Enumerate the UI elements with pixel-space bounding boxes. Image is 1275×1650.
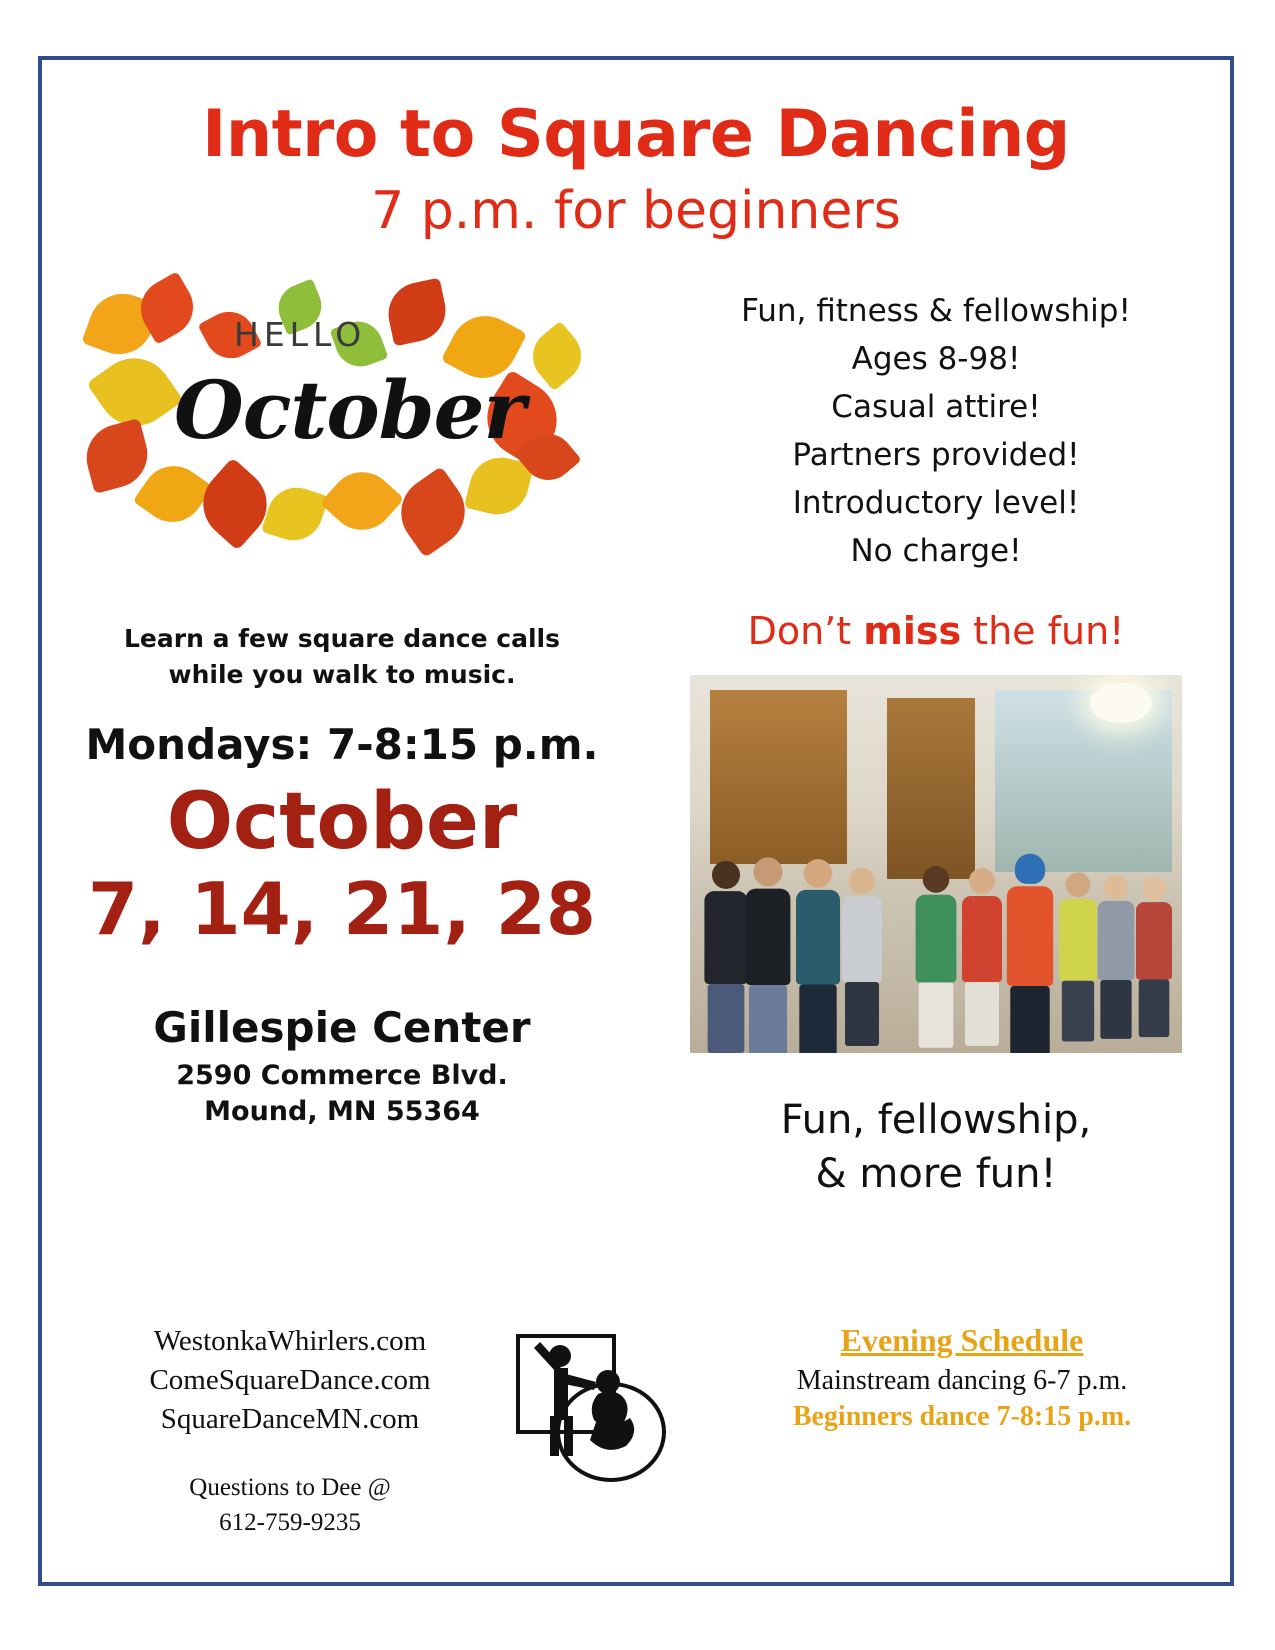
schedule-mainstream: Mainstream dancing 6-7 p.m.	[796, 1365, 1128, 1396]
photo-wood-panel	[710, 690, 848, 864]
evening-schedule	[702, 1322, 1222, 1433]
flyer-page	[38, 56, 1234, 1586]
photo-person	[1059, 872, 1097, 1041]
leaf-icon	[188, 457, 281, 550]
benefit-item: No charge!	[850, 533, 1022, 570]
contact-phone: 612-759-9235	[219, 1509, 361, 1536]
leaf-icon	[261, 480, 329, 548]
dont-miss-post: the fun!	[961, 609, 1125, 654]
photo-door	[887, 698, 976, 887]
photo-person	[1007, 853, 1053, 1053]
venue-street: 2590 Commerce Blvd.	[176, 1060, 508, 1092]
photo-person	[796, 859, 840, 1053]
leaf-icon	[387, 466, 479, 558]
fun-line-2: & more fun!	[815, 1151, 1057, 1198]
learn-line-1: Learn a few square dance calls	[124, 624, 560, 653]
website-link[interactable]: WestonkaWhirlers.com	[153, 1325, 427, 1357]
square-dance-logo-icon	[512, 1330, 667, 1475]
venue-address	[42, 1058, 642, 1131]
footer	[42, 1322, 1230, 1552]
october-script-label: October	[174, 363, 525, 457]
website-list	[120, 1322, 460, 1439]
photo-window	[995, 690, 1172, 871]
schedule-days: Mondays: 7-8:15 p.m.	[85, 719, 599, 769]
photo-person	[704, 861, 747, 1053]
photo-person	[916, 866, 957, 1048]
benefit-item: Partners provided!	[792, 437, 1080, 474]
contact-info	[120, 1470, 460, 1540]
learn-line-2: while you walk to music.	[168, 660, 516, 690]
schedule-title: Evening Schedule	[840, 1322, 1084, 1358]
leaf-icon	[522, 321, 592, 391]
dont-miss-emphasis: miss	[863, 609, 962, 654]
photo-person	[962, 868, 1002, 1046]
hello-october-graphic	[82, 275, 602, 575]
photo-person	[842, 868, 882, 1046]
left-column	[42, 263, 642, 1131]
page-title: Intro to Square Dancing	[202, 97, 1070, 172]
photo-person	[1136, 877, 1172, 1037]
dont-miss-pre: Don’t	[747, 609, 864, 654]
venue-city-state-zip: Mound, MN 55364	[204, 1096, 480, 1128]
venue-name: Gillespie Center	[153, 1003, 531, 1053]
website-link[interactable]: ComeSquareDance.com	[149, 1364, 431, 1397]
fun-line-1: Fun, fellowship,	[780, 1097, 1092, 1144]
schedule-beginners: Beginners dance 7-8:15 p.m.	[792, 1401, 1132, 1432]
benefit-item: Fun, fitness & fellowship!	[741, 293, 1131, 329]
hello-label: HELLO	[234, 315, 367, 354]
leaf-icon	[383, 278, 452, 347]
contact-line-1: Questions to Dee @	[189, 1474, 391, 1501]
fun-fellowship-text	[642, 1093, 1230, 1201]
photo-ceiling-light	[1090, 683, 1152, 723]
event-month: October	[166, 776, 518, 867]
event-dates: 7, 14, 21, 28	[88, 866, 596, 951]
benefit-item: Casual attire!	[831, 389, 1041, 426]
photo-person	[746, 857, 791, 1053]
learn-description	[42, 621, 642, 694]
dancers-photo	[690, 675, 1182, 1053]
benefit-item: Introductory level!	[792, 485, 1080, 522]
right-column	[642, 263, 1230, 1201]
photo-person	[1098, 875, 1135, 1039]
dont-miss-callout	[642, 609, 1230, 653]
benefits-list	[642, 287, 1230, 575]
website-link[interactable]: SquareDanceMN.com	[160, 1403, 420, 1436]
dancers-figure-icon	[512, 1330, 667, 1475]
leaf-icon	[320, 459, 405, 544]
page-subtitle: 7 p.m. for beginners	[371, 181, 901, 241]
benefit-item: Ages 8-98!	[851, 341, 1021, 378]
leaf-icon	[79, 418, 155, 494]
